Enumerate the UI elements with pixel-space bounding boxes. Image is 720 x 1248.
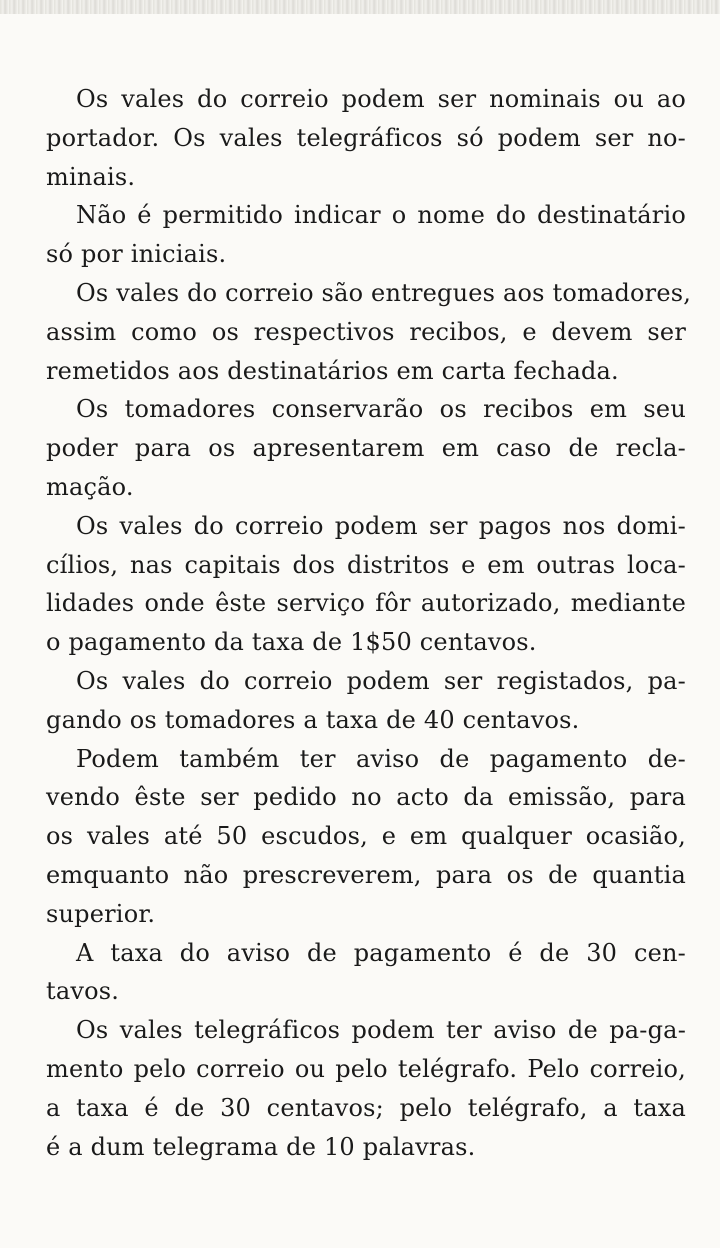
paragraph-iniciais <box>46 196 686 274</box>
text-line: mento pelo correio ou pelo telégrafo. Pelo correio, <box>46 1054 686 1083</box>
paragraph-registados <box>46 662 686 740</box>
scan-edge-noise <box>0 0 720 14</box>
text-line: Os vales do correio podem ser nominais ou ao <box>76 85 686 113</box>
text-line: Os vales do correio podem ser registados, pa- <box>76 666 686 695</box>
text-line: Os tomadores conservarão os recibos em seu <box>76 395 686 424</box>
text-line: é a dum telegrama de 10 palavras. <box>46 1132 476 1161</box>
text-line: A taxa do aviso de pagamento é de 30 cen- <box>76 938 686 967</box>
text-line: Não é permitido indicar o nome do destinatário <box>76 201 686 230</box>
paragraph-domicilios <box>46 507 686 662</box>
text-line: assim como os respectivos recibos, e devem ser <box>46 317 686 346</box>
text-line: superior. <box>46 899 156 928</box>
text-line: a taxa é de 30 centavos; pelo telégrafo, a taxa <box>46 1093 686 1122</box>
text-line: os vales até 50 escudos, e em qualquer ocasião, <box>46 822 686 851</box>
text-line: minais. <box>46 162 136 191</box>
paragraph-taxa-aviso <box>46 934 686 1012</box>
text-line: emquanto não prescreverem, para os de quantia <box>46 860 686 889</box>
text-line: Os vales do correio são entregues aos tomadores, <box>76 278 692 307</box>
text-line: cílios, nas capitais dos distritos e em outras loca- <box>46 550 686 579</box>
paragraph-nominal-vales <box>46 80 686 196</box>
text-line: Os vales telegráficos podem ter aviso de pa-ga- <box>76 1016 686 1045</box>
text-line: poder para os apresentarem em caso de recla- <box>46 434 686 463</box>
text-line: o pagamento da taxa de 1$50 centavos. <box>46 628 537 657</box>
text-line: só por iniciais. <box>46 240 227 269</box>
text-line: portador. Os vales telegráficos só podem ser no- <box>46 123 686 152</box>
paragraph-entrega <box>46 274 692 390</box>
text-line: mação. <box>46 472 134 501</box>
text-line: vendo êste ser pedido no acto da emissão, para <box>46 783 686 812</box>
body-text <box>46 80 692 1166</box>
paragraph-aviso-pagamento <box>46 740 686 934</box>
text-line: remetidos aos destinatários em carta fechada. <box>46 356 619 385</box>
paragraph-recibos <box>46 390 686 506</box>
text-line: tavos. <box>46 977 120 1006</box>
text-line: gando os tomadores a taxa de 40 centavos. <box>46 705 580 734</box>
paragraph-telegraficos-aviso <box>46 1011 686 1166</box>
text-line: Os vales do correio podem ser pagos nos domi- <box>76 511 686 540</box>
text-line: Podem também ter aviso de pagamento de- <box>76 744 686 773</box>
text-line: lidades onde êste serviço fôr autorizado, mediante <box>46 589 686 618</box>
